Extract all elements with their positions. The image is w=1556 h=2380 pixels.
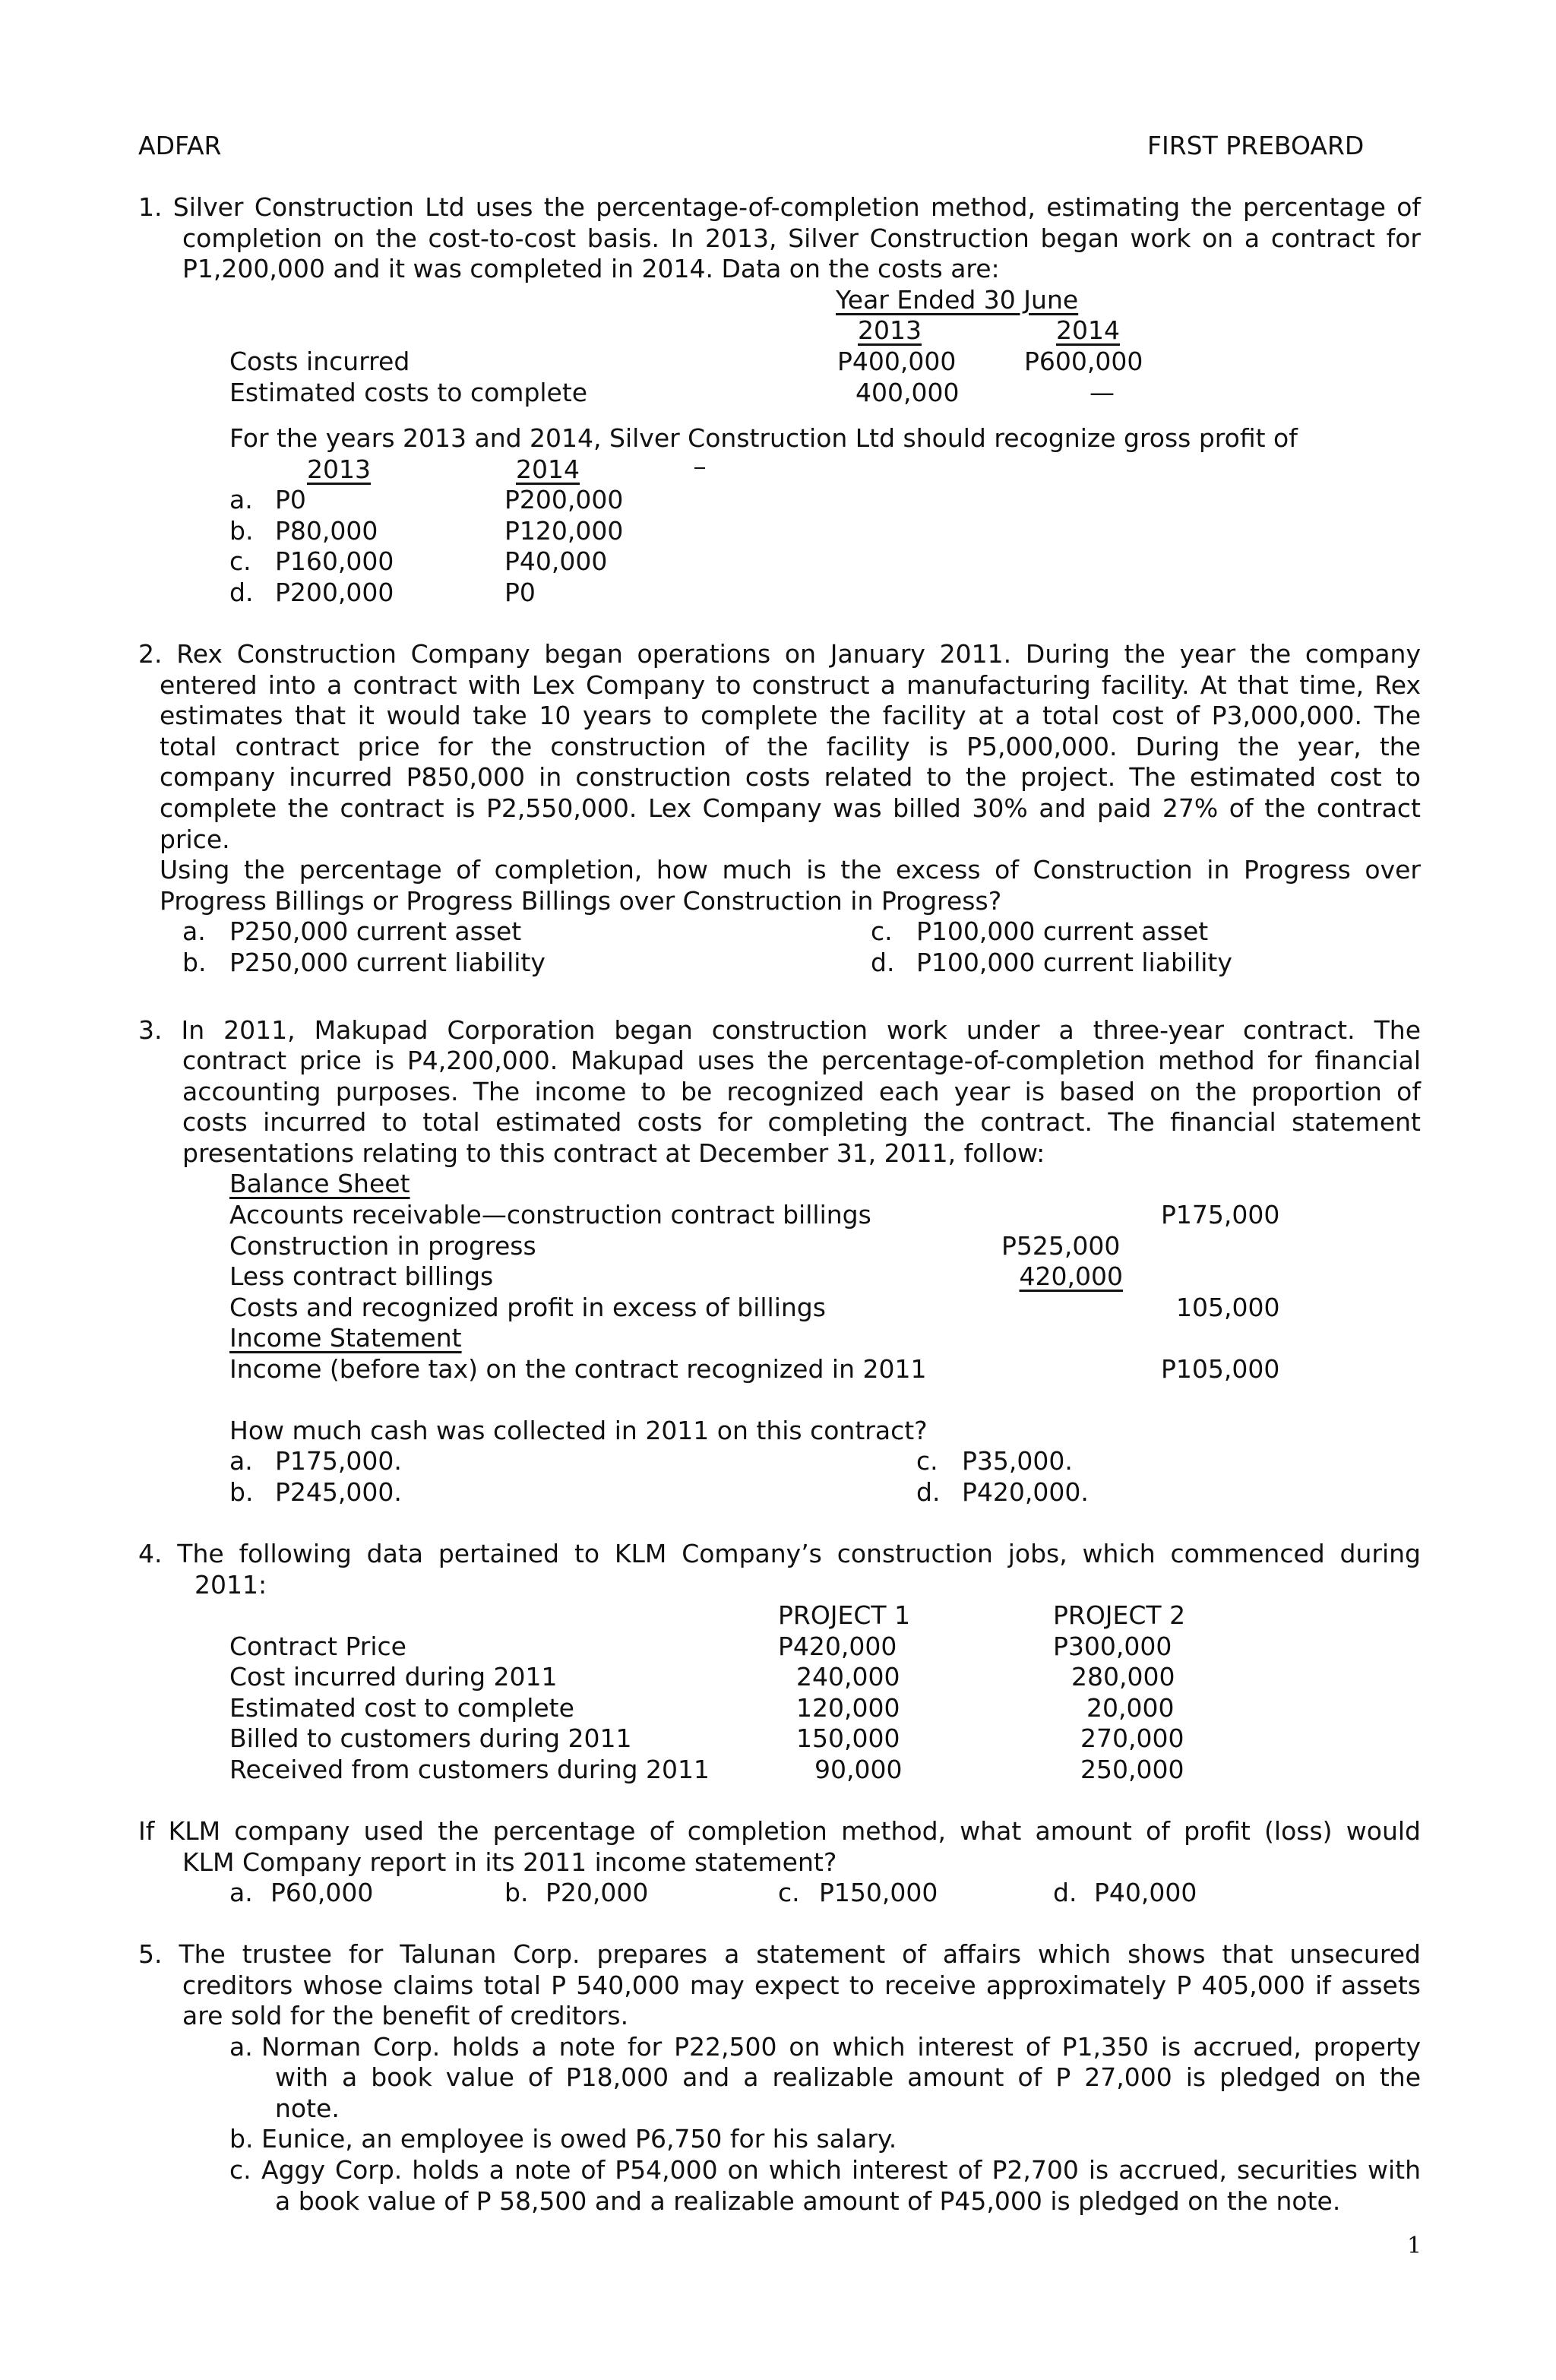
q3-opt-a-text: P175,000.: [275, 1446, 402, 1476]
q1-opt-b-v1: P80,000: [275, 516, 378, 546]
q2-opt-a-letter: a.: [182, 916, 206, 946]
q4-row-4-label: Billed to customers during 2011: [229, 1723, 632, 1753]
q3-line-4: costs incurred to total estimated costs for completing the contract. The financial statement: [182, 1107, 1421, 1137]
q2-line-8: Using the percentage of completion, how much is the excess of Construction in Progress over: [160, 855, 1421, 885]
page-number: 1: [1407, 2233, 1422, 2259]
q2-line-2: entered into a contract with Lex Company to construct a manufacturing facility. At that time, Rex: [160, 670, 1421, 700]
q5-item-b-letter: b.: [229, 2124, 254, 2154]
q1-opt-c-letter: c.: [229, 546, 251, 576]
q4-row-1-label: Contract Price: [229, 1632, 406, 1661]
q4-row-5-v1: 90,000: [814, 1755, 903, 1784]
q4-line-2: 2011:: [194, 1570, 267, 1600]
q1-opt-c-v1: P160,000: [275, 546, 394, 576]
q4-row-3-v2: 20,000: [1086, 1693, 1175, 1723]
q1-col-2013: 2013: [858, 315, 922, 345]
q1-underline-mark: [694, 467, 705, 469]
q2-line-1: 2. Rex Construction Company began operations on January 2011. During the year the company: [138, 639, 1421, 669]
q4-opt-a-text: P60,000: [270, 1878, 374, 1907]
q1-opt-d-letter: d.: [229, 578, 254, 607]
q1-opt-a-letter: a.: [229, 485, 253, 514]
q1-row-1-v1: P400,000: [837, 347, 957, 376]
q3-is-row-right: P105,000: [1161, 1354, 1280, 1384]
q2-opt-b-letter: b.: [182, 948, 207, 977]
q2-opt-d-letter: d.: [871, 948, 895, 977]
q2-opt-c-text: P100,000 current asset: [916, 916, 1209, 946]
q4-opt-c-text: P150,000: [819, 1878, 938, 1907]
q1-opt-a-v2: P200,000: [504, 485, 624, 514]
q2-line-3: estimates that it would take 10 years to complete the facility at a total cost of P3,000,000. The: [160, 701, 1421, 730]
q4-row-1-v1: P420,000: [778, 1632, 897, 1661]
q3-line-2: contract price is P4,200,000. Makupad uses the percentage-of-completion method for financial: [182, 1046, 1421, 1075]
q4-row-2-label: Cost incurred during 2011: [229, 1662, 558, 1692]
q2-opt-b-text: P250,000 current liability: [229, 948, 546, 977]
q3-question: How much cash was collected in 2011 on this contract?: [229, 1416, 928, 1445]
q3-opt-d-letter: d.: [916, 1477, 941, 1507]
q1-opt-b-letter: b.: [229, 516, 254, 546]
q4-opt-b-letter: b.: [504, 1878, 529, 1907]
q5-item-a-line-1: Norman Corp. holds a note for P22,500 on which interest of P1,350 is accrued, property: [261, 2032, 1421, 2062]
q1-row-1-label: Costs incurred: [229, 347, 410, 376]
q4-opt-c-letter: c.: [778, 1878, 800, 1907]
q4-opt-d-letter: d.: [1053, 1878, 1077, 1907]
q4-question-line-1: If KLM company used the percentage of completion method, what amount of profit (loss) would: [138, 1816, 1421, 1846]
q2-line-5: company incurred P850,000 in construction costs related to the project. The estimated cost to: [160, 762, 1421, 792]
q5-item-a-line-2: with a book value of P18,000 and a realizable amount of P 27,000 is pledged on the: [275, 2062, 1421, 2092]
q4-row-1-v2: P300,000: [1053, 1632, 1172, 1661]
q2-line-9: Progress Billings or Progress Billings over Construction in Progress?: [160, 886, 1002, 916]
q5-item-b-line-1: Eunice, an employee is owed P6,750 for his salary.: [261, 2124, 897, 2154]
q3-opt-a-letter: a.: [229, 1446, 253, 1476]
q3-bs-row-2-mid: P525,000: [1001, 1231, 1121, 1261]
q3-opt-d-text: P420,000.: [962, 1477, 1089, 1507]
q3-line-5: presentations relating to this contract at December 31, 2011, follow:: [182, 1138, 1045, 1168]
q4-row-2-v2: 280,000: [1071, 1662, 1175, 1692]
header-left: ADFAR: [138, 131, 222, 160]
q1-line-1: 1. Silver Construction Ltd uses the percentage-of-completion method, estimating the percentage of: [138, 192, 1421, 222]
q2-line-4: total contract price for the construction of the facility is P5,000,000. During the year, the: [160, 732, 1421, 761]
q5-line-2: creditors whose claims total P 540,000 may expect to receive approximately P 405,000 if assets: [182, 1970, 1421, 2000]
q5-item-c-letter: c.: [229, 2155, 251, 2185]
q5-item-c-line-2: a book value of P 58,500 and a realizable amount of P45,000 is pledged on the note.: [275, 2186, 1341, 2216]
q2-line-7: price.: [160, 824, 230, 854]
q4-opt-a-letter: a.: [229, 1878, 253, 1907]
q5-item-a-line-3: note.: [275, 2094, 340, 2123]
q3-opt-b-letter: b.: [229, 1477, 254, 1507]
q3-bs-row-3-label: Less contract billings: [229, 1261, 494, 1291]
q3-line-1: 3. In 2011, Makupad Corporation began construction work under a three-year contract. The: [138, 1015, 1421, 1045]
q1-row-2-v2: —: [1090, 378, 1115, 407]
q4-opt-d-text: P40,000: [1094, 1878, 1197, 1907]
q3-bs-row-1-right: P175,000: [1161, 1200, 1280, 1230]
q3-bs-row-4-right: 105,000: [1176, 1293, 1280, 1322]
q1-row-2-v1: 400,000: [855, 378, 960, 407]
q3-bs-row-2-label: Construction in progress: [229, 1231, 536, 1261]
q3-opt-b-text: P245,000.: [275, 1477, 402, 1507]
q4-row-4-v1: 150,000: [796, 1723, 900, 1753]
q1-question: For the years 2013 and 2014, Silver Construction Ltd should recognize gross profit of: [229, 423, 1298, 453]
q1-row-1-v2: P600,000: [1024, 347, 1143, 376]
q1-opt-col-2014: 2014: [516, 454, 580, 484]
q1-opt-d-v1: P200,000: [275, 578, 394, 607]
q4-row-5-label: Received from customers during 2011: [229, 1755, 710, 1784]
q4-row-2-v1: 240,000: [796, 1662, 900, 1692]
q3-balance-sheet-heading: Balance Sheet: [229, 1169, 410, 1198]
q3-opt-c-text: P35,000.: [962, 1446, 1073, 1476]
q5-line-3: are sold for the benefit of creditors.: [182, 2001, 629, 2030]
q2-line-6: complete the contract is P2,550,000. Lex Company was billed 30% and paid 27% of the contract: [160, 793, 1421, 823]
q3-opt-c-letter: c.: [916, 1446, 938, 1476]
q4-row-5-v2: 250,000: [1080, 1755, 1184, 1784]
header-right: FIRST PREBOARD: [1147, 131, 1365, 160]
q1-opt-b-v2: P120,000: [504, 516, 624, 546]
q3-bs-row-1-label: Accounts receivable—construction contract billings: [229, 1200, 871, 1230]
q1-opt-col-2013: 2013: [307, 454, 371, 484]
q1-opt-d-v2: P0: [504, 578, 536, 607]
q5-item-c-line-1: Aggy Corp. holds a note of P54,000 on which interest of P2,700 is accrued, securities with: [261, 2155, 1421, 2185]
q4-col-project-1: PROJECT 1: [778, 1600, 911, 1630]
q3-is-row-label: Income (before tax) on the contract recognized in 2011: [229, 1354, 927, 1384]
q5-line-1: 5. The trustee for Talunan Corp. prepares a statement of affairs which shows that unsecured: [138, 1939, 1421, 1969]
q2-opt-a-text: P250,000 current asset: [229, 916, 522, 946]
q3-bs-row-4-label: Costs and recognized profit in excess of billings: [229, 1293, 826, 1322]
q5-item-a-letter: a.: [229, 2032, 253, 2062]
q4-opt-b-text: P20,000: [546, 1878, 649, 1907]
q2-opt-d-text: P100,000 current liability: [916, 948, 1232, 977]
q4-col-project-2: PROJECT 2: [1053, 1600, 1186, 1630]
q3-income-statement-heading: Income Statement: [229, 1323, 462, 1353]
q1-opt-a-v1: P0: [275, 485, 306, 514]
q4-row-3-label: Estimated cost to complete: [229, 1693, 574, 1723]
q3-bs-row-3-mid: 420,000: [1019, 1261, 1123, 1291]
q3-line-3: accounting purposes. The income to be recognized each year is based on the proportion of: [182, 1077, 1421, 1106]
q2-opt-c-letter: c.: [871, 916, 893, 946]
q1-opt-c-v2: P40,000: [504, 546, 608, 576]
q1-table-heading: Year Ended 30 June: [836, 285, 1079, 315]
q4-row-4-v2: 270,000: [1080, 1723, 1184, 1753]
q1-col-2014: 2014: [1056, 315, 1120, 345]
q1-line-3: P1,200,000 and it was completed in 2014. Data on the costs are:: [182, 254, 1000, 283]
q1-row-2-label: Estimated costs to complete: [229, 378, 588, 407]
q4-row-3-v1: 120,000: [796, 1693, 900, 1723]
q4-line-1: 4. The following data pertained to KLM Company’s construction jobs, which commenced during: [138, 1539, 1421, 1568]
q4-question-line-2: KLM Company report in its 2011 income statement?: [182, 1847, 837, 1877]
q1-line-2: completion on the cost-to-cost basis. In 2013, Silver Construction began work on a contract for: [182, 223, 1421, 253]
